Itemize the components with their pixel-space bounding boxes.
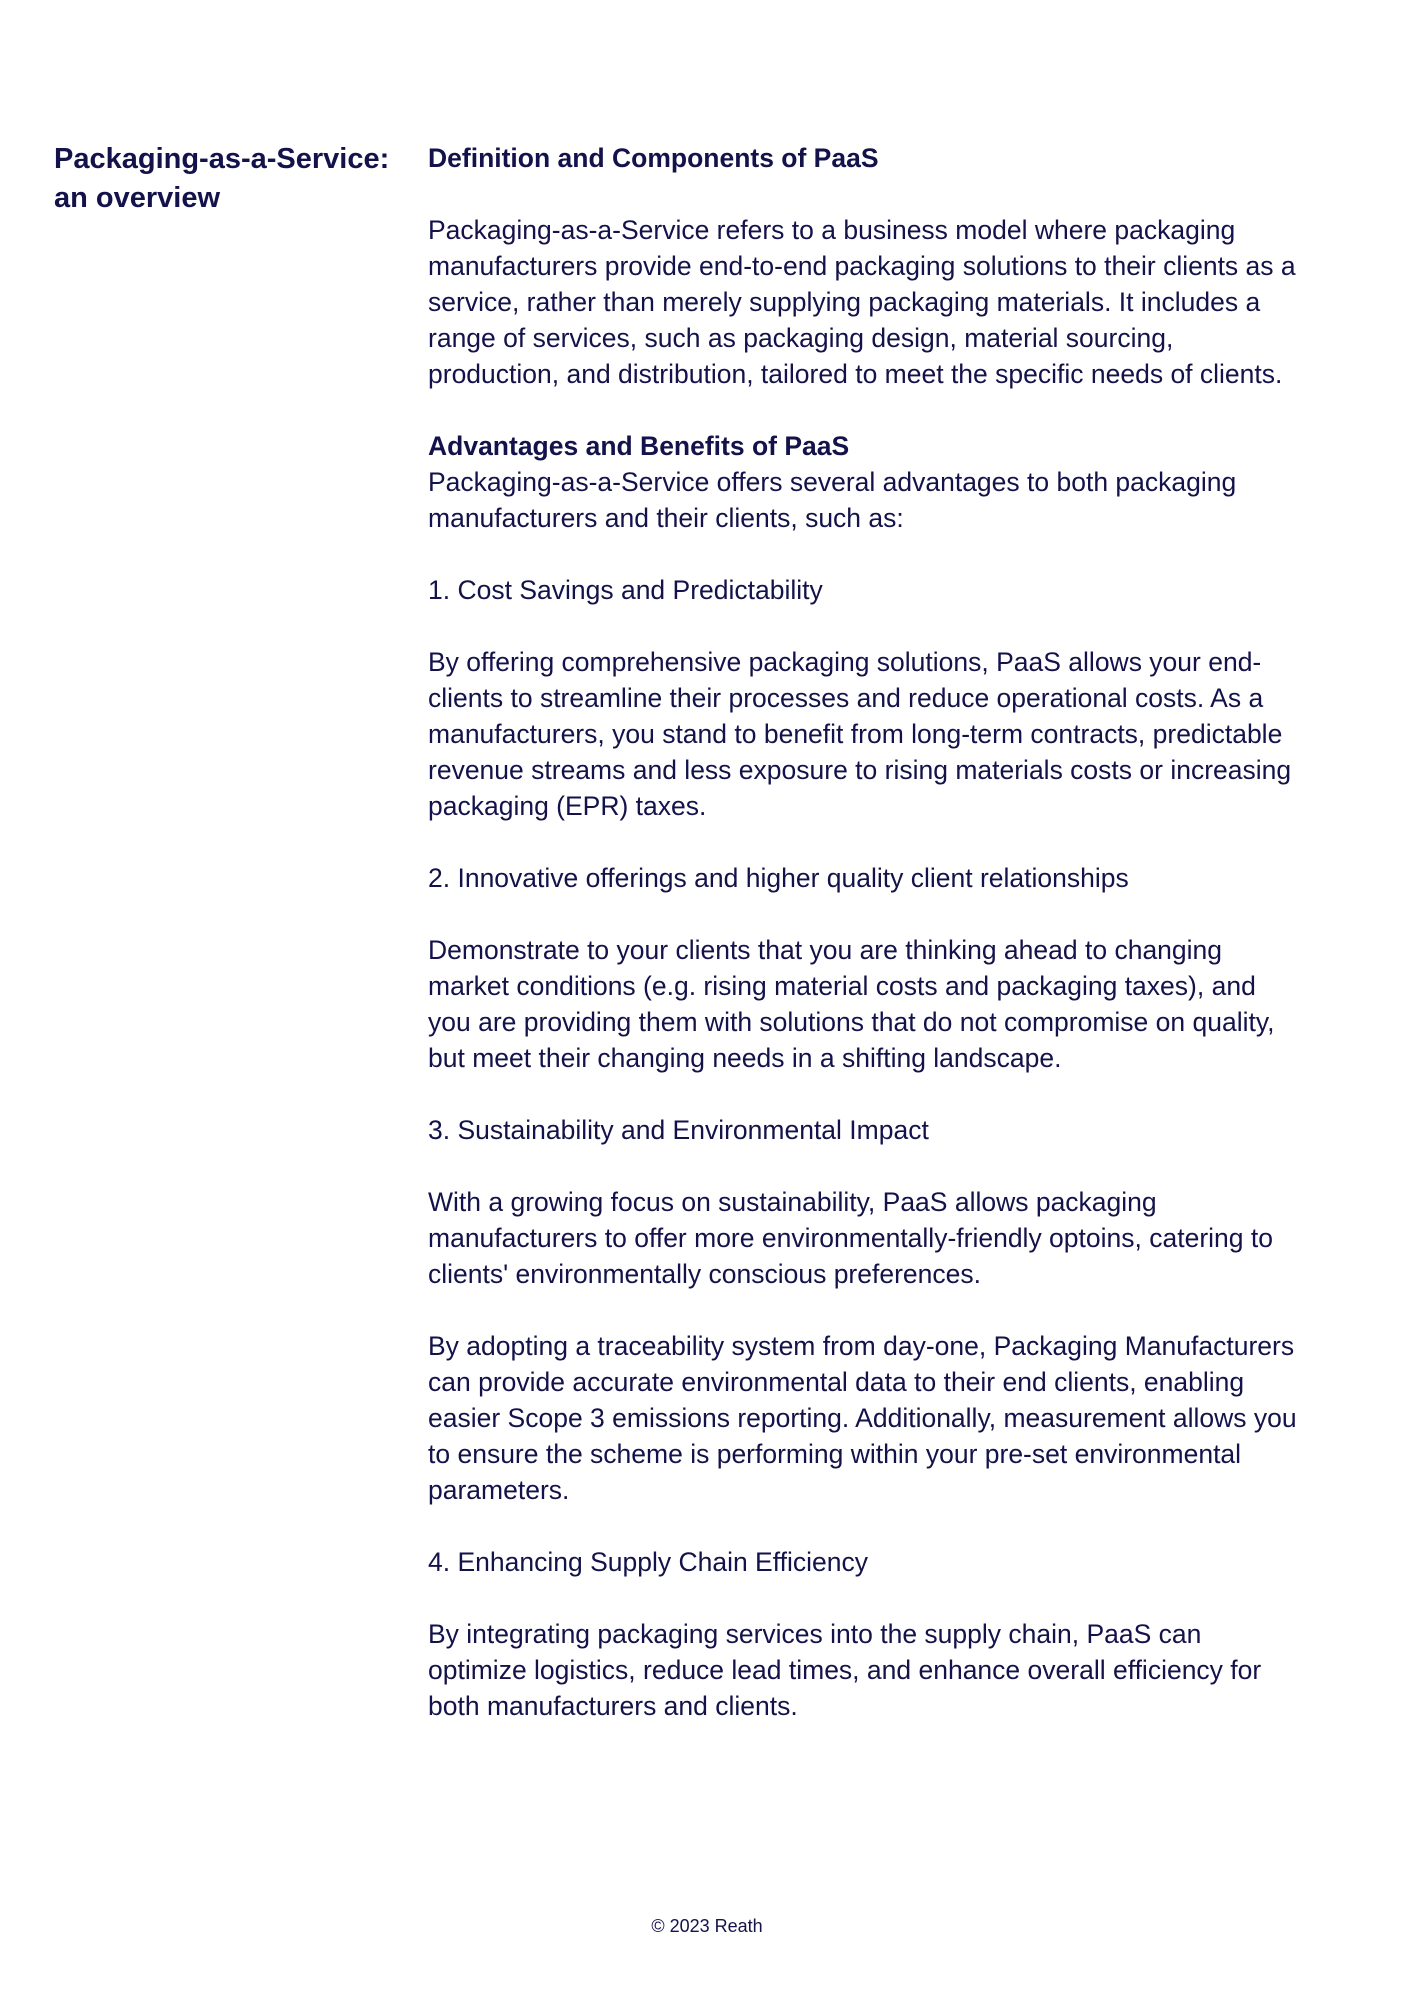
item-paragraph-cost-savings: By offering comprehensive packaging solutions, PaaS allows your end-clients to streamline their processes and reduce operational costs. As a manufacturers, you stand to benefit from long-term contracts, predictable revenue streams and less exposure to rising materials costs or increasing packaging (EPR) taxes. [428, 647, 1292, 821]
item-heading-cost-savings: 1. Cost Savings and Predictability [428, 575, 823, 605]
page-title-line-1: Packaging-as-a-Service: [54, 143, 390, 175]
main-content [428, 140, 1298, 1724]
definition-paragraph: Packaging-as-a-Service refers to a business model where packaging manufacturers provide end-to-end packaging solutions to their clients as a service, rather than merely supplying packaging materials. It includes a range of services, such as packaging design, material sourcing, production, and distribution, tailored to meet the specific needs of clients. [428, 215, 1296, 389]
page-title [54, 140, 394, 218]
item-paragraph-sustainability-2: By adopting a traceability system from day-one, Packaging Manufacturers can provide accurate environmental data to their end clients, enabling easier Scope 3 emissions reporting. Additionally, measurement allows you to ensure the scheme is performing within your pre-set environmental parameters. [428, 1331, 1297, 1505]
footer-copyright: © 2023 Reath [651, 1916, 763, 1936]
advantages-intro-paragraph: Packaging-as-a-Service offers several advantages to both packaging manufacturers and their clients, such as: [428, 467, 1237, 533]
page-title-line-2: an overview [54, 182, 221, 214]
item-paragraph-sustainability-1: With a growing focus on sustainability, PaaS allows packaging manufacturers to offer more environmentally-friendly optoins, catering to clients' environmentally conscious preferences. [428, 1187, 1273, 1289]
item-heading-sustainability: 3. Sustainability and Environmental Impact [428, 1115, 929, 1145]
section-heading-advantages: Advantages and Benefits of PaaS [428, 431, 850, 461]
item-paragraph-supply-chain: By integrating packaging services into the supply chain, PaaS can optimize logistics, reduce lead times, and enhance overall efficiency for both manufacturers and clients. [428, 1619, 1262, 1721]
item-heading-supply-chain: 4. Enhancing Supply Chain Efficiency [428, 1547, 868, 1577]
item-paragraph-innovative-offerings: Demonstrate to your clients that you are thinking ahead to changing market conditions (e.g. rising material costs and packaging taxes), and you are providing them with solutions that do not compromise on quality, but meet their changing needs in a shifting landscape. [428, 935, 1275, 1073]
item-heading-innovative-offerings: 2. Innovative offerings and higher quality client relationships [428, 863, 1129, 893]
section-heading-definition: Definition and Components of PaaS [428, 143, 879, 173]
